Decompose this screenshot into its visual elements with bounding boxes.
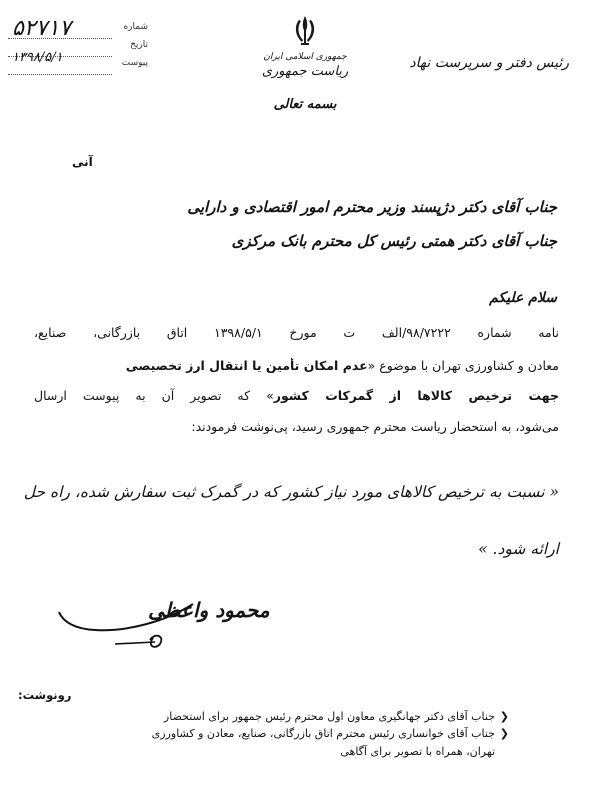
decree-line-1: « نسبت به ترخیص کالاهای مورد نیاز کشور که در گمرک ثبت سفارش شده، راه حل [23, 483, 559, 501]
meta-rule [8, 56, 112, 57]
body-line-3 [34, 388, 559, 403]
body-line-2 [34, 358, 559, 373]
iran-emblem-icon [290, 14, 320, 48]
cc-item [152, 727, 509, 740]
signature-name: محمود واعظی [148, 598, 270, 622]
body-text: » که تصویر آن به پیوست ارسال [34, 388, 274, 403]
letter-number: ۵۲۷۱۷ [12, 16, 72, 41]
addressee-2: جناب آقای دکتر همتی رئیس کل محترم بانک مرکزی [231, 232, 557, 250]
body-text: معادن و کشاورزی تهران با موضوع « [367, 358, 559, 373]
cc-item-continuation: تهران، همراه با تصویر برای آگاهی [340, 745, 495, 758]
cc-item [164, 710, 509, 723]
date-label: تاریخ [130, 40, 148, 50]
urgency-label: آنی [72, 155, 93, 169]
cc-item-text: جناب آقای خوانساری رئیس محترم اتاق بازرگانی، صنایع، معادن و کشاورزی [151, 727, 495, 740]
subject-text: جهت ترخیص کالاها از گمرکات کشور [273, 388, 559, 403]
cc-title: رونوشت: [18, 688, 72, 702]
meta-attachment-row [8, 58, 148, 76]
cc-item-text: جناب آقای دکتر جهانگیری معاون اول محترم رئیس جمهور برای استحضار [163, 710, 495, 723]
chevron-left-icon: ❮ [499, 727, 509, 740]
country-name: جمهوری اسلامی ایران [263, 52, 347, 62]
attachment-label: پیوست [121, 58, 148, 68]
decree-line-2: ارائه شود. » [478, 540, 559, 558]
meta-rule [8, 38, 112, 39]
meta-rule [8, 74, 112, 75]
subject-text: عدم امکان تأمین یا انتقال ارز تخصیصی [125, 358, 368, 373]
addressee-1: جناب آقای دکتر دژپسند وزیر محترم امور اقتصادی و دارایی [187, 198, 557, 216]
presidency-name: ریاست جمهوری [261, 64, 349, 79]
body-line-4: می‌شود، به استحضار ریاست محترم جمهوری رسید، پی‌نوشت فرمودند: [191, 419, 559, 434]
letter-meta [8, 16, 148, 76]
basmala: بسمه تعالی [273, 97, 337, 112]
chevron-left-icon: ❮ [499, 710, 509, 723]
salutation: سلام علیکم [489, 290, 557, 306]
meta-number-row [8, 16, 148, 41]
number-label: شماره [123, 22, 148, 32]
letter-date: ۱۳۹۸/۵/۱ [12, 50, 63, 65]
letterhead [250, 14, 360, 112]
body-line-1: نامه شماره ۹۸/۷۲۲۲/الف ت مورخ ۱۳۹۸/۵/۱ اتاق بازرگانی، صنایع، [34, 325, 559, 340]
office-title: رئیس دفتر و سرپرست نهاد [409, 55, 569, 71]
